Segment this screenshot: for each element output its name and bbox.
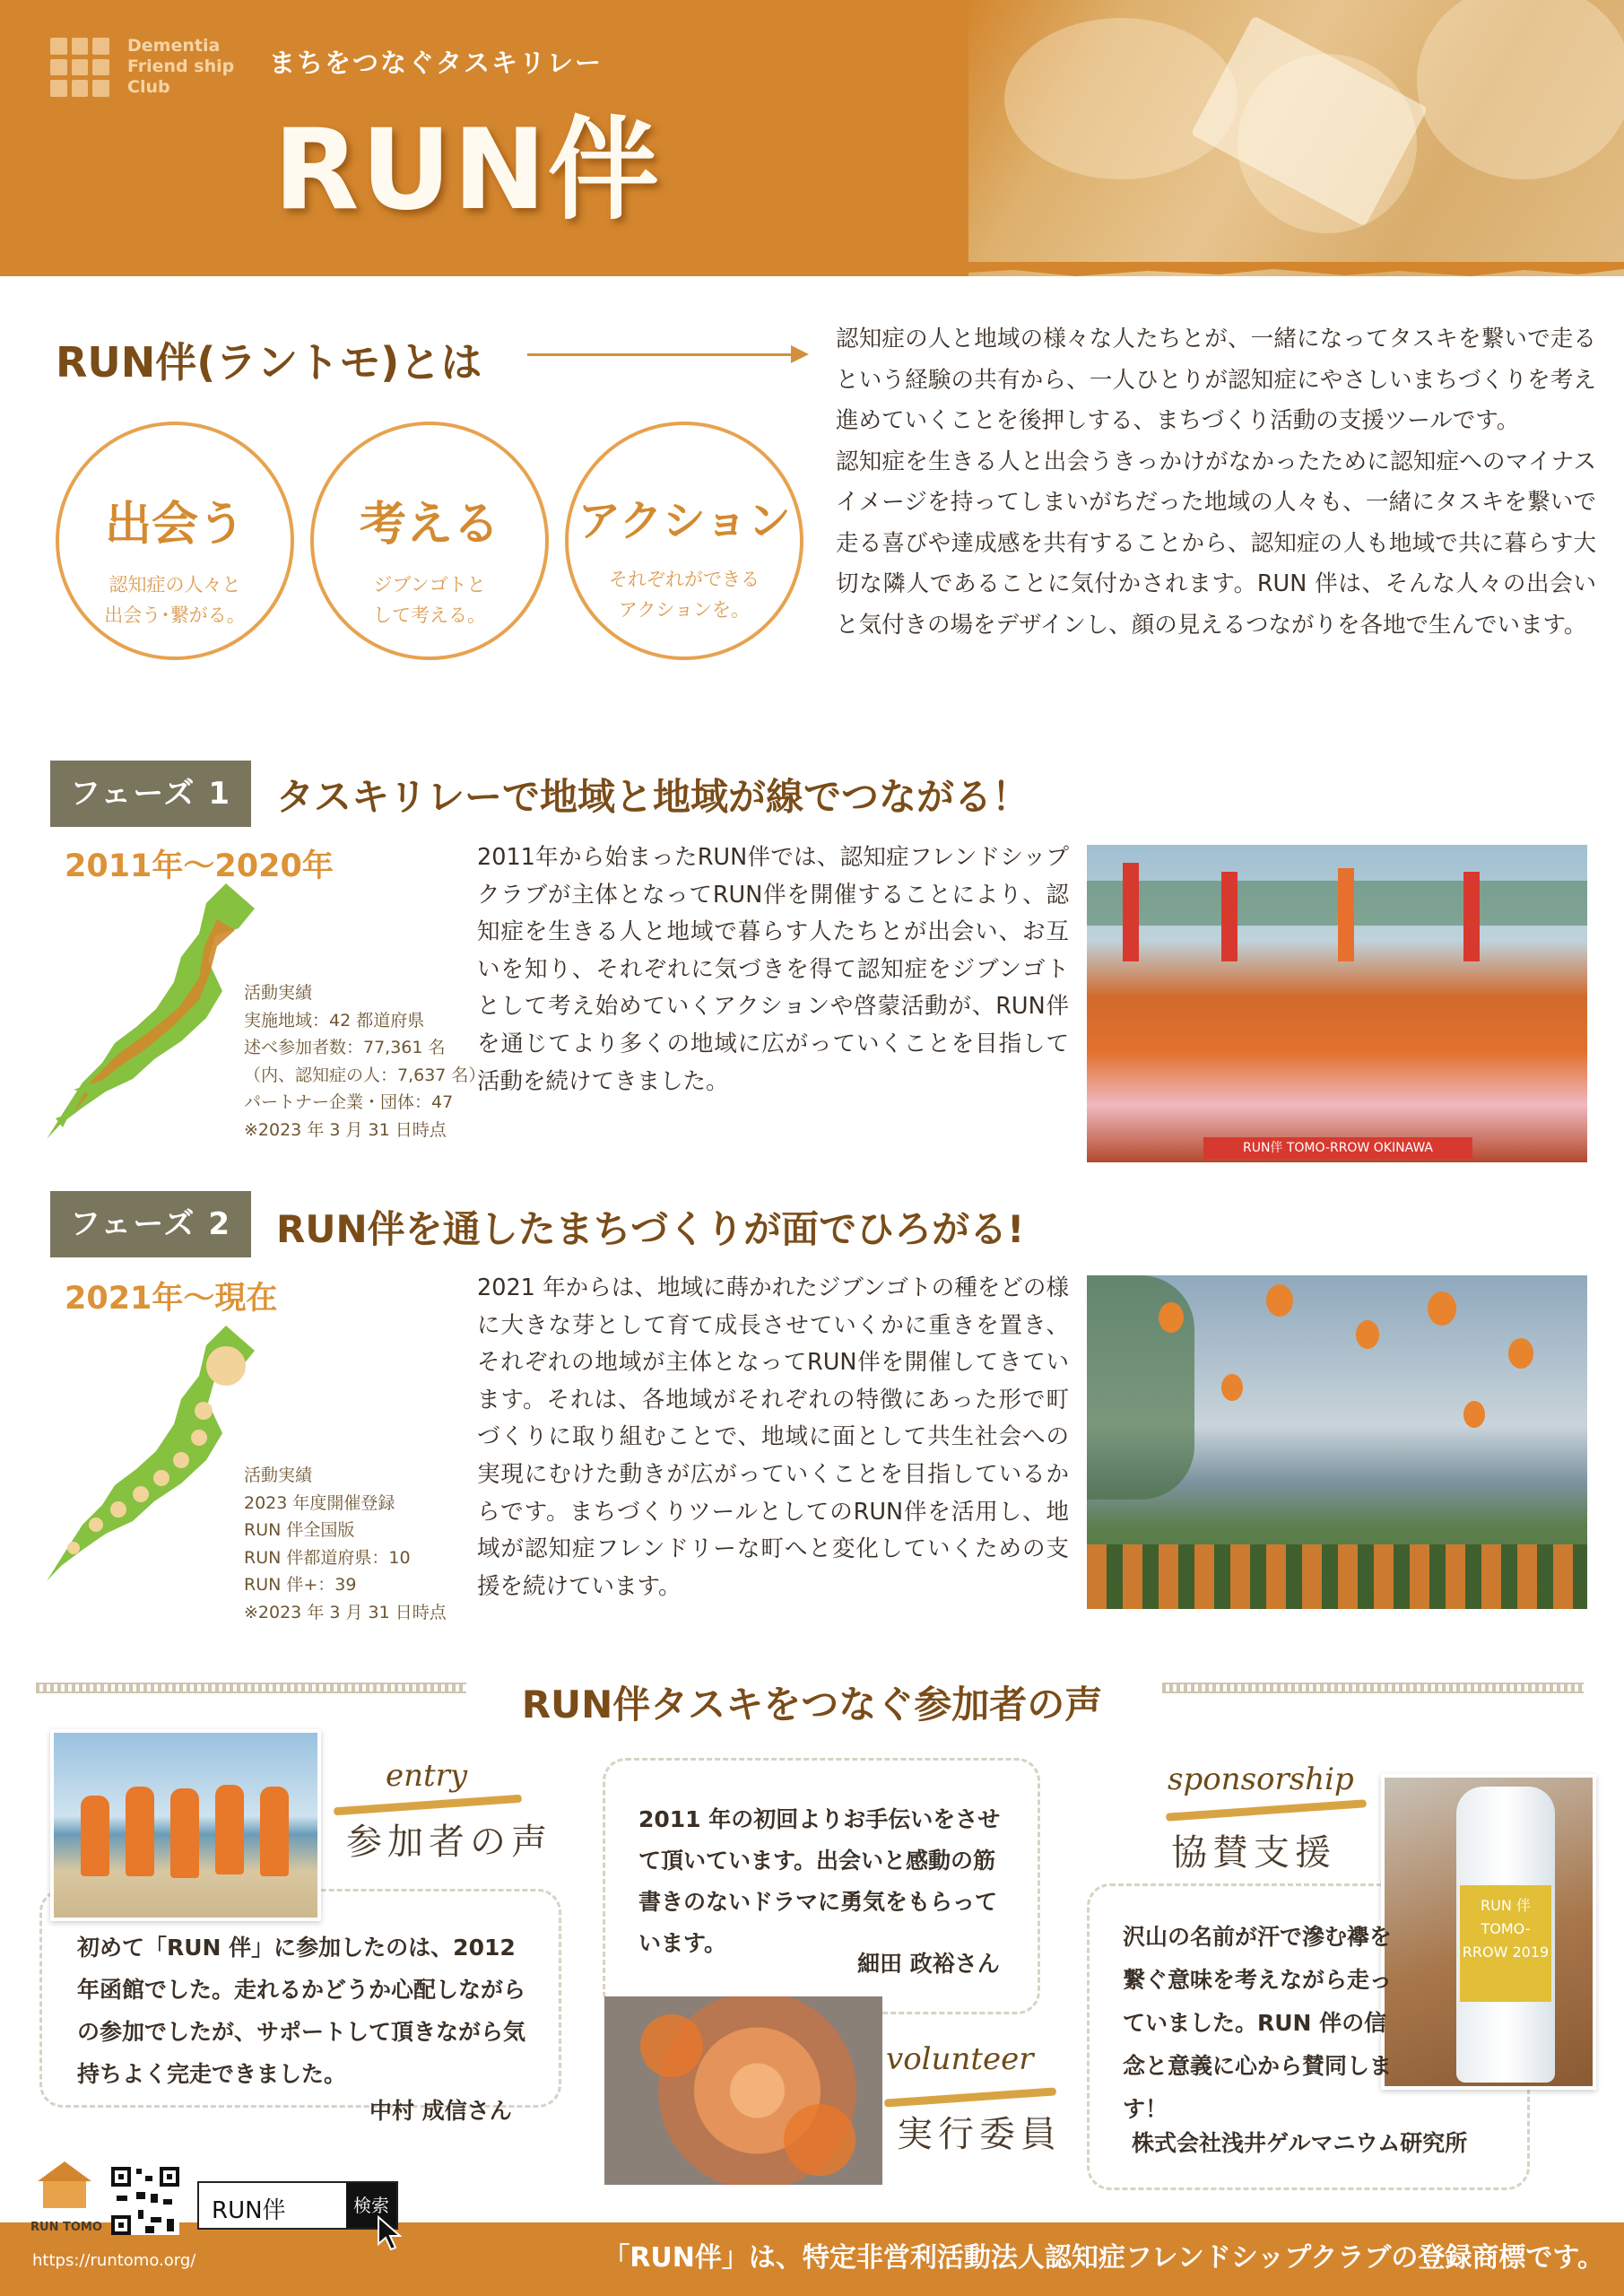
circle-action <box>565 422 803 660</box>
volunteer-script: volunteer <box>886 2041 1034 2077</box>
circle-title: 出会う <box>104 498 245 552</box>
sponsor-photo <box>1381 1774 1596 2090</box>
torn-edge <box>0 262 1624 283</box>
phase2-photo <box>1087 1275 1587 1609</box>
phase1-banner: RUN伴 TOMO-RROW OKINAWA <box>1203 1137 1472 1159</box>
circle-title: 考える <box>359 498 499 552</box>
entry-name: 中村 成信さん <box>369 2098 512 2124</box>
circle-sub: ジブンゴトと して考える。 <box>373 574 486 626</box>
org-name: Dementia Friend ship Club <box>127 36 235 97</box>
sponsor-name: 株式会社浅井ゲルマニウム研究所 <box>1132 2130 1468 2156</box>
header-photo <box>968 0 1624 276</box>
brush-stroke <box>1166 1799 1367 1822</box>
phase1-badge: フェーズ 1 <box>50 761 251 827</box>
phase2-years: 2021年～現在 <box>65 1281 278 1317</box>
bottle-label: RUN 伴 TOMO-RROW 2019 <box>1460 1885 1551 2002</box>
about-title: RUN伴(ラントモ)とは <box>56 338 482 387</box>
phase1-photo <box>1087 845 1587 1162</box>
arrow-icon <box>527 353 805 356</box>
sponsor-text: 沢山の名前が汗で滲む襷を繋ぐ意味を考えながら走っていました。RUN 伴の信念と意義に心から賛同します！ <box>1123 1924 1393 2122</box>
phase1-years: 2011年～2020年 <box>65 848 334 884</box>
dfc-logo-icon <box>50 38 109 97</box>
circle-meet <box>56 422 294 660</box>
phase2-stats: 活動実績 2023 年度開催登録 RUN 伴全国版 RUN 伴都道府県：10 RUN 伴+：39 ※2023 年 3 月 31 日時点 <box>244 1465 447 1622</box>
entry-script: entry <box>386 1758 468 1794</box>
entry-photo <box>50 1729 321 1921</box>
entry-text: 初めて「RUN 伴」に参加したのは、2012 年函館でした。走れるかどうか心配しながらの参加でしたが、サポートして頂きながら気持ちよく完走できました。 <box>77 1935 526 2087</box>
search-box[interactable] <box>197 2181 398 2230</box>
trademark-note: 「RUN伴」は、特定非営利活動法人認知症フレンドシップクラブの登録商標です。 <box>603 2242 1604 2274</box>
brush-stroke <box>884 2087 1056 2107</box>
tagline: まちをつなぐタスキリレー <box>269 48 604 78</box>
runtomo-logo-icon <box>30 2161 95 2215</box>
volunteer-text: 2011 年の初回よりお手伝いをさせて頂いています。出会いと感動の筋書きのないドラマに勇気をもらっています。 <box>638 1806 1001 1956</box>
about-text: 認知症の人と地域の様々な人たちとが、一緒になってタスキを繋いで走るという経験の共有から、一人ひとりが認知症にやさしいまちづくりを考え進めていくことを後押しする、まちづくり活動の支援ツールです。 認知症を生きる人と出会うきっかけがなかったために認知症へのマイナスイメージを持ってしまいがちだった地域の人々も、一緒にタスキを繋いで走る喜びや達成感を共有することから、認知症の人も地域で共に暮らす大切な隣人であることに気付かされます。RUN 伴は、そんな人々の出会いと気付きの場をデザインし、顔の見えるつながりを各地で生んでいます。 <box>836 326 1596 639</box>
search-query[interactable]: RUN伴 <box>212 2197 286 2224</box>
voices-title: RUN伴タスキをつなぐ参加者の声 <box>521 1683 1103 1726</box>
header-band <box>0 0 1624 276</box>
volunteer-photo <box>604 1996 882 2185</box>
cursor-icon <box>377 2215 404 2253</box>
phase2-badge: フェーズ 2 <box>50 1191 251 1257</box>
volunteer-label: 実行委員 <box>897 2114 1062 2155</box>
circle-think <box>310 422 549 660</box>
phase1-stats: 活動実績 実施地域：42 都道府県 述べ参加者数：77,361 名 （内、認知症の人：7,637 名） パートナー企業・団体：47 ※2023 年 3 月 31 日時点 <box>244 983 486 1140</box>
runtomo-logo-text: RUN TOMO <box>30 2221 102 2234</box>
search-button[interactable]: 検索 <box>346 2183 396 2228</box>
brush-stroke <box>334 1795 522 1816</box>
phase1-text: 2011年から始まったRUN伴では、認知症フレンドシップクラブが主体となってRUN伴を開催することにより、認知症を生きる人と地域で暮らす人たちとが出会い、お互いを知り、それぞれに気づきを得て認知症をジブンゴトとして考え始めていくアクションや啓蒙活動が、RUN伴を通じてより多くの地域に広がっていくことを目指して活動を続けてきました。 <box>477 844 1069 1095</box>
phase2-title: RUN伴を通したまちづくりが面でひろがる! <box>276 1207 1025 1251</box>
circle-sub: 認知症の人々と 出会う･繋がる。 <box>104 574 246 626</box>
site-url[interactable]: https://runtomo.org/ <box>32 2251 196 2270</box>
main-title: RUN伴 <box>274 106 661 235</box>
circle-sub: それぞれができる アクションを。 <box>609 569 760 621</box>
qr-code-icon[interactable] <box>111 2167 179 2235</box>
circle-title: アクション <box>578 496 791 546</box>
sponsor-script: sponsorship <box>1168 1761 1354 1797</box>
volunteer-name: 細田 政裕さん <box>857 1951 1000 1977</box>
phase2-text: 2021 年からは、地域に蒔かれたジブンゴトの種をどの様に大きな芽として育て成長させていくかに重きを置き、それぞれの地域が主体となってRUN伴を開催してきています。それは、各地域がそれぞれの特徴にあった形で町づくりに取り組むことで、地域に面として共生社会への実現にむけた動きが広がっていくことを目指しているからです。まちづくりツールとしてのRUN伴を活用し、地域が認知症フレンドリーな町へと変化していくための支援を続けています。 <box>477 1274 1069 1600</box>
phase1-title: タスキリレーで地域と地域が線でつながる！ <box>276 775 1030 819</box>
entry-label: 参加者の声 <box>346 1822 552 1863</box>
sponsor-label: 協賛支援 <box>1171 1832 1336 1874</box>
